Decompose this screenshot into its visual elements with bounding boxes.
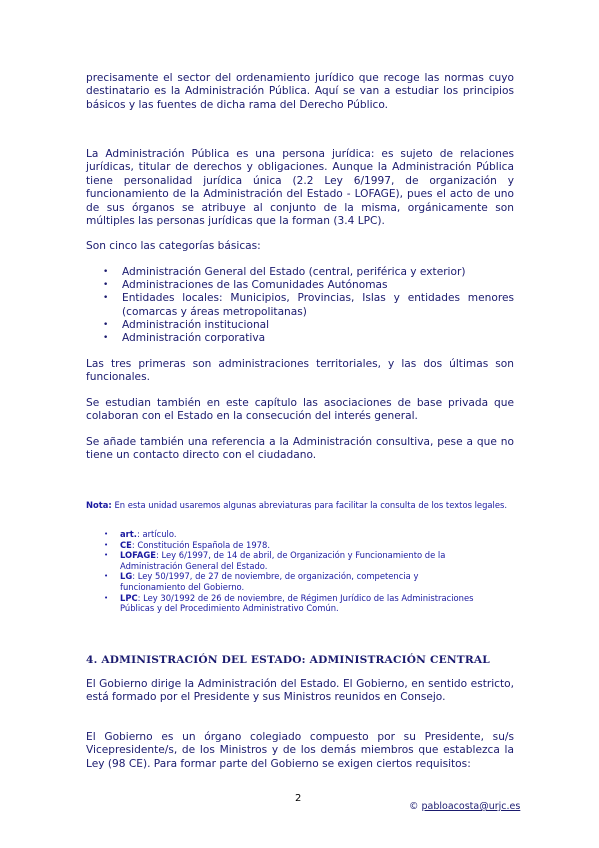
bullet-icon: • <box>103 280 109 291</box>
list-item: • Administración General del Estado (central, periférica y exterior) <box>103 266 466 278</box>
categories-intro: Son cinco las categorías básicas: <box>86 240 261 252</box>
note-text: En esta unidad usaremos algunas abreviaturas para facilitar la consulta de los textos legales. <box>111 500 508 510</box>
section-heading: 4. ADMINISTRACIÓN DEL ESTADO: ADMINISTRACIÓN CENTRAL <box>86 654 490 666</box>
list-item: • LOFAGE: Ley 6/1997, de 14 de abril, de Organización y Funcionamiento de la Administración General del Estado. <box>104 550 446 571</box>
list-item: • LPC: Ley 30/1992 de 26 de noviembre, de Régimen Jurídico de las Administraciones Públicas y del Procedimiento Administrativo Común. <box>104 592 474 614</box>
bullet-icon: • <box>103 319 109 330</box>
list-item: • LG: Ley 50/1997, de 27 de noviembre, de organización, competencia y funcionamiento del Gobierno. <box>104 571 419 592</box>
bullet-icon: • <box>104 551 109 560</box>
definition-paragraph: La Administración Pública es una persona jurídica: es sujeto de relaciones jurídicas, titular de derechos y obligaciones. Aunque la Administración Pública tiene personalidad jurídica única (2.2 Ley 6/1997, de organización y funcionamiento de la Administración del Estado - LOFAGE), pues el acto de uno de sus órganos se atribuye al conjunto de la misma, orgánicamente son múltiples las personas jurídicas que la forman (3.4 LPC). <box>86 148 514 228</box>
bullet-icon: • <box>103 333 109 344</box>
bullet-icon: • <box>103 267 109 277</box>
footer-credit <box>409 801 520 812</box>
associations-paragraph: Se estudian también en este capítulo las asociaciones de base privada que colaboran con el Estado en la consecución del interés general. <box>86 397 514 423</box>
copyright-icon: © <box>409 801 419 812</box>
author-email-link[interactable]: pabloacosta@urjc.es <box>421 801 521 812</box>
list-item: • art.: artículo. <box>104 529 177 539</box>
abbreviations-list <box>86 529 486 614</box>
abbreviations-note <box>86 500 514 511</box>
page-number: 2 <box>295 793 302 804</box>
bullet-icon: • <box>104 593 109 602</box>
list-item: • Administraciones de las Comunidades Autónomas <box>103 279 388 292</box>
government-paragraph: El Gobierno dirige la Administración del Estado. El Gobierno, en sentido estricto, está formado por el Presidente y sus Ministros reunidos en Consejo. <box>86 678 514 704</box>
bullet-icon: • <box>103 293 109 304</box>
bullet-icon: • <box>104 540 109 549</box>
composition-paragraph: El Gobierno es un órgano colegiado compuesto por su Presidente, su/s Vicepresidente/s, de los Ministros y de los demás miembros que establezca la Ley (98 CE). Para formar parte del Gobierno se exigen ciertos requisitos: <box>86 731 514 770</box>
categories-list <box>86 266 514 345</box>
bullet-icon: • <box>104 530 109 538</box>
consultative-paragraph: Se añade también una referencia a la Administración consultiva, pese a que no tiene un contacto directo con el ciudadano. <box>86 436 514 462</box>
list-item: • Entidades locales: Municipios, Provincias, Islas y entidades menores (comarcas y áreas metropolitanas) <box>103 292 514 318</box>
intro-paragraph: precisamente el sector del ordenamiento jurídico que recoge las normas cuyo destinatario es la Administración Pública. Aquí se van a estudiar los principios básicos y las fuentes de dicha rama del Derecho Público. <box>86 72 514 111</box>
list-item: • CE: Constitución Española de 1978. <box>104 539 270 550</box>
note-label: Nota: <box>86 500 112 510</box>
list-item: • Administración corporativa <box>103 332 266 345</box>
bullet-icon: • <box>104 572 109 581</box>
list-item: • Administración institucional <box>103 318 270 331</box>
territorial-paragraph: Las tres primeras son administraciones territoriales, y las dos últimas son funcionales. <box>86 358 514 384</box>
